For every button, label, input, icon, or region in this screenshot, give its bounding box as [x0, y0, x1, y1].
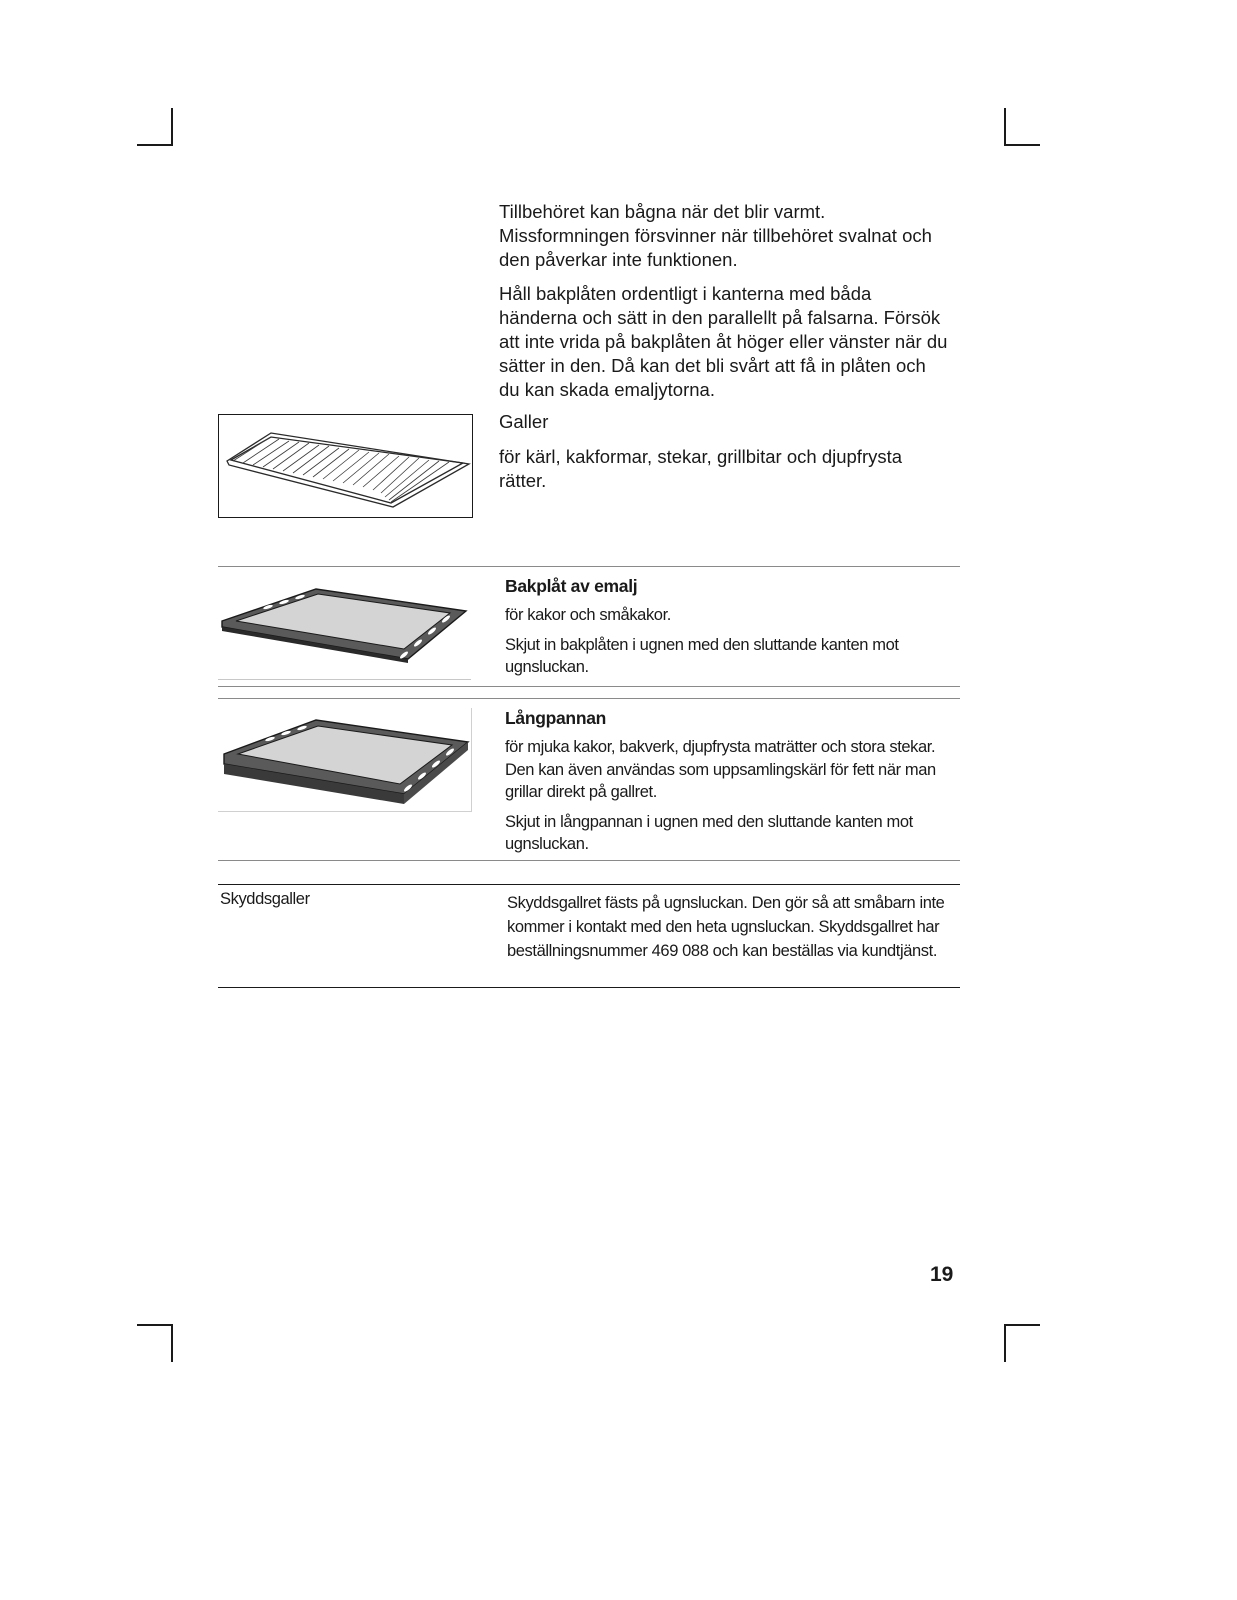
crop-mark-top-right-h	[1004, 144, 1040, 146]
crop-mark-top-left-h	[137, 144, 173, 146]
skyddsgaller-description-cell	[507, 891, 962, 970]
langpannan-title: Långpannan	[505, 708, 607, 728]
divider	[218, 686, 960, 687]
intro-paragraph-2: Håll bakplåten ordentligt i kanterna med båda händerna och sätt in den parallellt på falsarna. Försök att inte vrida på bakplåten åt höger eller vänster när du sätter in den. Då kan det bli svårt att få in plåten och du kan skada emaljytorna.	[499, 283, 948, 400]
divider	[218, 566, 960, 567]
galler-image	[218, 414, 473, 518]
crop-mark-top-left-v	[171, 108, 173, 146]
crop-mark-bottom-right-v	[1004, 1324, 1006, 1362]
intro-paragraph-1: Tillbehöret kan bågna när det blir varmt. Missformningen försvinner när tillbehöret svalnat och den påverkar inte funktionen.	[499, 201, 932, 270]
galler-title: Galler	[499, 411, 549, 432]
langpannan-section	[505, 706, 955, 863]
crop-mark-top-right-v	[1004, 108, 1006, 146]
crop-mark-bottom-left-v	[171, 1324, 173, 1362]
oven-rack-icon	[219, 415, 472, 517]
image-underline	[218, 679, 471, 680]
langpannan-image	[218, 708, 472, 812]
galler-description: för kärl, kakformar, stekar, grillbitar och djupfrysta rätter.	[499, 446, 903, 491]
langpannan-instruction: Skjut in långpannan i ugnen med den sluttande kanten mot ugnsluckan.	[505, 812, 913, 853]
langpannan-description: för mjuka kakor, bakverk, djupfrysta maträtter och stora stekar. Den kan även användas som uppsamlingskärl för fett när man grillar direkt på gallret.	[505, 738, 936, 801]
intro-text	[499, 200, 949, 412]
divider	[218, 698, 960, 699]
enamel-baking-tray-icon	[218, 575, 471, 679]
bakplat-instruction: Skjut in bakplåten i ugnen med den sluttande kanten mot ugnsluckan.	[505, 635, 899, 676]
bakplat-section	[505, 574, 955, 686]
bakplat-title: Bakplåt av emalj	[505, 576, 638, 596]
divider	[218, 860, 960, 861]
skyddsgaller-label-cell	[220, 888, 480, 918]
table-top-border	[218, 884, 960, 885]
bakplat-description: för kakor och småkakor.	[505, 606, 671, 624]
skyddsgaller-label: Skyddsgaller	[220, 890, 310, 908]
page-number: 19	[930, 1263, 954, 1286]
crop-mark-bottom-left-h	[137, 1324, 173, 1326]
deep-pan-icon	[218, 708, 471, 811]
bakplat-image	[218, 575, 471, 679]
table-bottom-border	[218, 987, 960, 988]
skyddsgaller-description: Skyddsgallret fästs på ugnsluckan. Den gör så att småbarn inte kommer i kontakt med den heta ugnsluckan. Skyddsgallret har beställningsnummer 469 088 och kan beställas via kundtjänst.	[507, 894, 945, 960]
crop-mark-bottom-right-h	[1004, 1324, 1040, 1326]
